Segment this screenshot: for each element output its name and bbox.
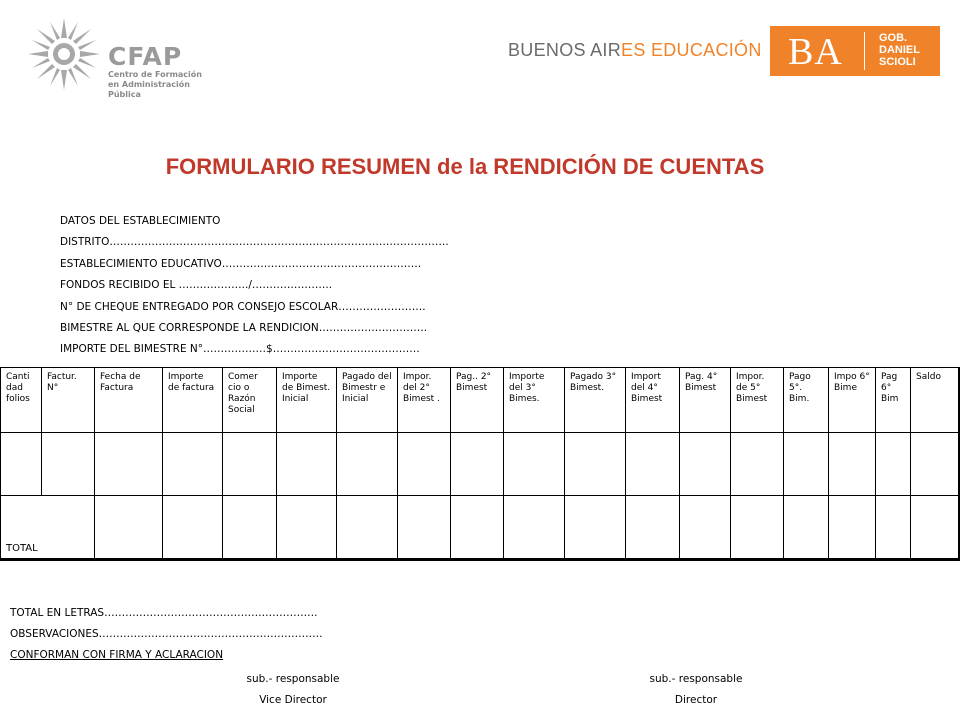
table-cell[interactable]: [876, 433, 911, 496]
table-cell[interactable]: [876, 496, 911, 560]
col-header: Pago 5°. Bim.: [784, 368, 829, 433]
field-establecimiento[interactable]: ESTABLECIMIENTO EDUCATIVO…………………………………………………: [60, 257, 422, 270]
field-fondos-recibido[interactable]: FONDOS RECIBIDO EL ………………../…………………..: [60, 279, 333, 292]
table-cell[interactable]: [829, 496, 876, 560]
gob-scioli-text: [879, 32, 920, 68]
col-header: Impor. de 5° Bimest: [731, 368, 784, 433]
col-header: Pag 6° Bim: [876, 368, 911, 433]
col-header: Importe de factura: [163, 368, 223, 433]
datos-heading: DATOS DEL ESTABLECIMIENTO: [60, 215, 221, 227]
gob-line2: DANIEL: [879, 44, 920, 56]
table-cell[interactable]: [680, 496, 731, 560]
rendicion-table: [0, 367, 960, 561]
table-cell[interactable]: [163, 433, 223, 496]
table-cell[interactable]: [337, 496, 398, 560]
table-header-row: [1, 368, 960, 433]
table-cell[interactable]: [337, 433, 398, 496]
table-cell[interactable]: [42, 433, 95, 496]
col-header: Saldo: [911, 368, 960, 433]
cfap-logo: [24, 14, 214, 99]
col-header: Impo 6° Bime: [829, 368, 876, 433]
table-cell[interactable]: [163, 496, 223, 560]
footer-fields: [10, 606, 323, 669]
ba-letters: BA: [788, 31, 843, 73]
col-header: Pagado 3° Bimest.: [565, 368, 626, 433]
table-cell[interactable]: [451, 433, 504, 496]
col-header: Factur. N°: [42, 368, 95, 433]
col-header: Fecha de Factura: [95, 368, 163, 433]
field-cheque[interactable]: N° DE CHEQUE ENTREGADO POR CONSEJO ESCOLAR…………………….: [60, 300, 426, 313]
table-cell[interactable]: [829, 433, 876, 496]
col-header: Pag. 4° Bimest: [680, 368, 731, 433]
datos-establecimiento: [60, 214, 449, 364]
ba-gob-logo: [770, 26, 940, 76]
table-total-row: [1, 496, 960, 560]
table-cell[interactable]: [277, 496, 337, 560]
cfap-subtitle-line2: en Administración Pública: [108, 80, 190, 99]
signature-left: [193, 672, 393, 707]
table-cell[interactable]: [784, 433, 829, 496]
table-cell[interactable]: [1, 433, 42, 496]
field-importe-bimestre[interactable]: IMPORTE DEL BIMESTRE N°………………$……………………………………: [60, 343, 420, 356]
col-header: Import del 4° Bimest: [626, 368, 680, 433]
cfap-wordmark: CFAP: [108, 42, 183, 71]
table-cell[interactable]: [277, 433, 337, 496]
col-header: Canti dad folios: [1, 368, 42, 433]
col-header: Impor. del 2° Bimest .: [398, 368, 451, 433]
table-cell[interactable]: [731, 496, 784, 560]
sig-left-role: sub.- responsable: [246, 673, 340, 685]
field-distrito[interactable]: DISTRITO…………………………………………………………………………………….: [60, 236, 449, 249]
sig-right-title: Director: [674, 694, 718, 706]
table-cell[interactable]: [451, 496, 504, 560]
col-header: Pag.. 2° Bimest: [451, 368, 504, 433]
field-bimestre[interactable]: BIMESTRE AL QUE CORRESPONDE LA RENDICION………………………….: [60, 321, 428, 334]
table-cell[interactable]: [223, 496, 277, 560]
table-cell[interactable]: [731, 433, 784, 496]
sig-left-title: Vice Director: [259, 694, 327, 706]
total-label: TOTAL: [1, 496, 95, 560]
table-cell[interactable]: [565, 433, 626, 496]
conforman-heading: CONFORMAN CON FIRMA Y ACLARACION: [10, 649, 224, 661]
ba-edu-part1: BUENOS AIR: [508, 40, 622, 60]
cfap-subtitle-line1: Centro de Formación: [108, 70, 202, 79]
ba-logo-divider: [864, 32, 865, 70]
table-cell[interactable]: [680, 433, 731, 496]
sun-logo-icon: [24, 14, 104, 94]
table-cell[interactable]: [504, 433, 565, 496]
table-cell[interactable]: [398, 496, 451, 560]
col-header: Importe de Bimest. Inicial: [277, 368, 337, 433]
sig-right-role: sub.- responsable: [649, 673, 743, 685]
table-row: [1, 433, 960, 496]
table-cell[interactable]: [626, 433, 680, 496]
field-total-letras[interactable]: TOTAL EN LETRAS…………………………………………………….: [10, 607, 318, 619]
col-header: Importe del 3° Bimes.: [504, 368, 565, 433]
table-cell[interactable]: [565, 496, 626, 560]
table-cell[interactable]: [504, 496, 565, 560]
field-observaciones[interactable]: OBSERVACIONES……………………………………………………….: [10, 628, 323, 640]
ba-edu-part2: ES EDUCACIÓN: [621, 40, 762, 60]
cfap-subtitle: [108, 70, 214, 100]
table-cell[interactable]: [95, 433, 163, 496]
table-cell[interactable]: [911, 433, 960, 496]
col-header: Pagado del Bimestr e Inicial: [337, 368, 398, 433]
page-title: FORMULARIO RESUMEN de la RENDICIÓN DE CUENTAS: [165, 154, 765, 179]
table-cell[interactable]: [398, 433, 451, 496]
table-cell[interactable]: [784, 496, 829, 560]
col-header: Comer cio o Razón Social: [223, 368, 277, 433]
table-cell[interactable]: [223, 433, 277, 496]
gob-line1: GOB.: [879, 32, 908, 44]
signature-right: [596, 672, 796, 707]
gob-line3: SCIOLI: [879, 56, 916, 68]
table-cell[interactable]: [626, 496, 680, 560]
buenos-aires-educacion-logo: [508, 40, 762, 61]
table-cell[interactable]: [95, 496, 163, 560]
